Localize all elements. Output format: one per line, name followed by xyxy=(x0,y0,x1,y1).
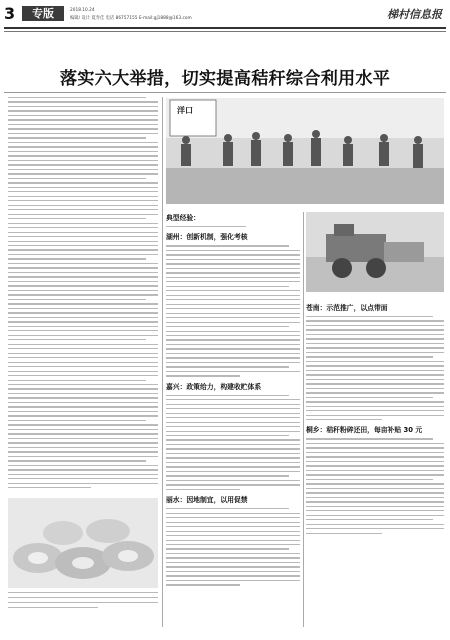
text-line xyxy=(306,338,444,339)
text-line xyxy=(166,584,240,585)
text-line xyxy=(166,562,300,563)
straw-photo xyxy=(8,498,158,588)
text-line xyxy=(8,254,158,255)
text-line xyxy=(8,223,158,224)
text-line xyxy=(8,115,158,116)
text-line xyxy=(8,397,158,398)
text-line xyxy=(166,272,300,273)
text-line xyxy=(166,290,300,291)
text-line xyxy=(8,303,158,304)
text-line xyxy=(166,335,300,336)
text-line xyxy=(166,268,300,269)
text-line xyxy=(166,444,300,445)
text-line xyxy=(166,371,300,372)
text-line xyxy=(8,196,158,197)
text-line xyxy=(166,417,300,418)
text-line xyxy=(8,245,158,246)
section-body xyxy=(306,316,444,420)
text-line xyxy=(166,259,300,260)
text-line xyxy=(166,357,300,358)
text-line xyxy=(166,362,300,363)
section-heading-typical: 典型经验： xyxy=(166,214,200,222)
text-line xyxy=(306,533,382,534)
text-line xyxy=(8,415,158,416)
text-line xyxy=(306,316,433,317)
page-number: 3 xyxy=(4,4,16,23)
text-line xyxy=(306,397,433,398)
section-heading-jiaxing: 嘉兴：政策给力，构建收贮体系 xyxy=(166,382,262,391)
text-line xyxy=(166,295,300,296)
text-line xyxy=(306,415,444,416)
text-line xyxy=(166,475,289,476)
text-line xyxy=(166,540,300,541)
text-line xyxy=(166,453,300,454)
banner-text: 洋口 xyxy=(177,106,193,115)
text-line xyxy=(166,489,240,490)
text-line xyxy=(8,317,158,318)
text-line xyxy=(306,410,444,411)
text-line xyxy=(166,299,300,300)
text-line xyxy=(306,347,444,348)
text-line xyxy=(8,182,158,183)
section-body xyxy=(166,245,300,376)
text-line xyxy=(306,392,444,393)
text-line xyxy=(8,205,158,206)
text-line xyxy=(166,557,300,558)
column-divider xyxy=(303,212,304,627)
text-line xyxy=(8,101,158,102)
text-line xyxy=(166,250,300,251)
section-heading-lishui: 丽水：因地制宜，以用促禁 xyxy=(166,496,248,505)
harvester-photo xyxy=(306,212,444,292)
text-line xyxy=(166,439,300,440)
text-line xyxy=(166,548,289,549)
text-line xyxy=(8,451,158,452)
text-line xyxy=(166,366,289,367)
text-line xyxy=(166,331,300,332)
text-line xyxy=(8,169,158,170)
text-line xyxy=(8,348,158,349)
text-line xyxy=(166,413,300,414)
text-line xyxy=(306,452,444,453)
text-line xyxy=(306,456,444,457)
text-line xyxy=(8,263,158,264)
text-line xyxy=(8,173,158,174)
masthead xyxy=(0,0,450,30)
text-line xyxy=(306,325,444,326)
text-line xyxy=(166,348,300,349)
article-headline: 落实六大举措，切实提高秸秆综合利用水平 xyxy=(59,69,391,89)
text-line xyxy=(306,401,444,402)
text-line xyxy=(8,142,158,143)
text-line xyxy=(306,374,444,375)
text-line xyxy=(166,245,289,246)
text-line xyxy=(8,214,158,215)
text-line xyxy=(8,160,158,161)
text-line xyxy=(306,524,444,525)
text-line xyxy=(166,313,300,314)
text-line xyxy=(166,422,300,423)
text-line xyxy=(8,483,158,484)
text-line xyxy=(166,263,300,264)
text-line xyxy=(8,218,146,219)
section-tag: 专版 xyxy=(22,6,64,21)
text-line xyxy=(8,602,158,603)
section-body xyxy=(166,508,300,586)
section-heading-huzhou: 湖州：创新机制，强化考核 xyxy=(166,233,248,242)
text-line xyxy=(166,575,300,576)
text-line xyxy=(8,335,158,336)
text-line xyxy=(8,371,158,372)
newspaper-brand: 梯村信息报 xyxy=(387,8,442,21)
text-line xyxy=(306,406,444,407)
date-line: 2018.10.24 xyxy=(70,8,95,13)
text-line xyxy=(8,191,158,192)
text-line xyxy=(306,320,444,321)
editor-contact-line: 编辑/ 设计 夏寿佳 电话 86757155 E-mail:gj1888@163.com xyxy=(70,16,192,21)
text-line xyxy=(166,580,300,581)
text-line xyxy=(166,426,300,427)
text-line xyxy=(8,362,158,363)
text-line xyxy=(8,285,158,286)
field-inspection-photo xyxy=(166,98,444,204)
text-line xyxy=(166,408,300,409)
text-line xyxy=(306,515,444,516)
text-line xyxy=(8,106,158,107)
field-photo-image xyxy=(166,98,444,204)
text-line xyxy=(8,308,158,309)
text-line xyxy=(166,277,300,278)
text-line xyxy=(306,510,444,511)
text-line xyxy=(306,419,382,420)
text-line xyxy=(8,487,91,488)
text-line xyxy=(166,339,300,340)
text-line xyxy=(8,420,146,421)
text-line xyxy=(166,508,289,509)
text-line xyxy=(8,607,98,608)
text-line xyxy=(306,470,444,471)
text-line xyxy=(8,393,158,394)
text-line xyxy=(306,528,444,529)
middle-text-column xyxy=(166,212,300,622)
text-line xyxy=(166,462,300,463)
text-line xyxy=(166,431,300,432)
text-line xyxy=(8,133,158,134)
column-divider xyxy=(162,97,163,627)
text-line xyxy=(306,361,444,362)
text-line xyxy=(8,411,158,412)
text-line xyxy=(306,492,444,493)
text-line xyxy=(8,294,158,295)
text-line xyxy=(8,97,146,98)
text-line xyxy=(8,438,158,439)
text-line xyxy=(306,488,444,489)
text-line xyxy=(306,438,433,439)
section-body xyxy=(306,438,444,533)
text-line xyxy=(166,286,289,287)
text-line xyxy=(166,304,300,305)
headline-rule xyxy=(4,92,446,93)
text-line xyxy=(306,501,444,502)
text-line xyxy=(306,370,444,371)
text-line xyxy=(306,365,444,366)
text-line xyxy=(8,258,146,259)
text-line xyxy=(8,406,158,407)
text-line xyxy=(166,375,240,376)
text-line xyxy=(8,290,158,291)
text-line xyxy=(8,119,158,120)
text-line xyxy=(166,344,300,345)
text-line xyxy=(8,344,158,345)
text-line xyxy=(166,399,300,400)
text-line xyxy=(8,429,158,430)
text-line xyxy=(8,339,146,340)
text-line xyxy=(8,469,158,470)
text-line xyxy=(166,471,300,472)
text-line xyxy=(166,322,300,323)
text-line xyxy=(8,110,158,111)
text-line xyxy=(306,343,444,344)
text-line xyxy=(306,334,444,335)
text-line xyxy=(8,375,158,376)
text-line xyxy=(306,383,444,384)
text-line xyxy=(306,461,444,462)
text-line xyxy=(166,484,300,485)
text-line xyxy=(306,447,444,448)
right-text-column xyxy=(306,302,444,622)
text-line xyxy=(166,553,300,554)
text-line xyxy=(8,232,158,233)
text-line xyxy=(306,356,433,357)
text-line xyxy=(8,456,158,457)
text-line xyxy=(306,465,444,466)
text-line xyxy=(8,276,158,277)
text-line xyxy=(8,433,158,434)
text-line xyxy=(8,474,158,475)
text-line xyxy=(8,592,158,593)
text-line xyxy=(8,380,146,381)
text-line xyxy=(166,226,246,227)
text-line xyxy=(306,388,444,389)
text-line xyxy=(8,388,158,389)
text-line xyxy=(166,526,300,527)
text-line xyxy=(8,241,158,242)
text-line xyxy=(8,424,158,425)
text-line xyxy=(306,329,444,330)
text-line xyxy=(166,395,289,396)
text-line xyxy=(166,571,300,572)
text-line xyxy=(166,281,300,282)
text-line xyxy=(306,443,444,444)
text-line xyxy=(166,544,300,545)
text-line xyxy=(8,137,146,138)
text-line xyxy=(8,299,146,300)
text-line xyxy=(8,209,158,210)
text-line xyxy=(166,435,289,436)
text-line xyxy=(306,479,433,480)
text-line xyxy=(8,312,158,313)
text-line xyxy=(306,483,444,484)
text-line xyxy=(306,474,444,475)
straw-photo-image xyxy=(8,498,158,588)
text-line xyxy=(8,447,158,448)
text-line xyxy=(8,478,158,479)
text-line xyxy=(8,236,158,237)
text-line xyxy=(166,404,300,405)
text-line xyxy=(8,442,158,443)
section-body xyxy=(166,395,300,490)
text-line xyxy=(166,517,300,518)
text-line xyxy=(8,128,158,129)
masthead-rule-thin xyxy=(4,31,446,32)
text-line xyxy=(166,448,300,449)
text-line xyxy=(8,155,158,156)
text-line xyxy=(8,164,158,165)
text-line xyxy=(166,522,300,523)
text-line xyxy=(166,480,300,481)
text-line xyxy=(306,352,444,353)
text-line xyxy=(8,187,158,188)
text-line xyxy=(166,513,300,514)
text-line xyxy=(8,353,158,354)
text-line xyxy=(8,227,158,228)
text-line xyxy=(306,519,433,520)
text-line xyxy=(8,326,158,327)
text-line xyxy=(8,465,158,466)
text-line xyxy=(8,330,158,331)
text-line xyxy=(8,200,158,201)
section-heading-tongxiang: 桐乡：秸秆粉碎还田，每亩补贴 30 元 xyxy=(306,426,423,435)
text-line xyxy=(306,506,444,507)
text-line xyxy=(306,497,444,498)
text-line xyxy=(166,457,300,458)
text-line xyxy=(166,317,300,318)
text-line xyxy=(166,326,289,327)
text-line xyxy=(8,357,158,358)
text-line xyxy=(8,460,146,461)
text-line xyxy=(8,178,146,179)
text-line xyxy=(8,124,158,125)
text-line xyxy=(8,366,158,367)
left-text-column xyxy=(8,97,158,497)
text-line xyxy=(8,321,158,322)
section-heading-cangnan: 苍南：示范推广，以点带面 xyxy=(306,304,388,312)
text-line xyxy=(166,466,300,467)
text-line xyxy=(8,151,158,152)
text-line xyxy=(166,531,300,532)
text-line xyxy=(8,249,158,250)
harvester-photo-image xyxy=(306,212,444,292)
text-line xyxy=(8,146,158,147)
text-line xyxy=(166,308,300,309)
text-line xyxy=(166,254,300,255)
text-line xyxy=(8,402,158,403)
text-line xyxy=(166,535,300,536)
masthead-rule xyxy=(4,27,446,29)
text-line xyxy=(8,597,158,598)
text-line xyxy=(166,353,300,354)
text-line xyxy=(306,379,444,380)
text-line xyxy=(166,566,300,567)
text-line xyxy=(8,267,158,268)
text-line xyxy=(8,272,158,273)
text-line xyxy=(8,384,158,385)
text-line xyxy=(8,281,158,282)
